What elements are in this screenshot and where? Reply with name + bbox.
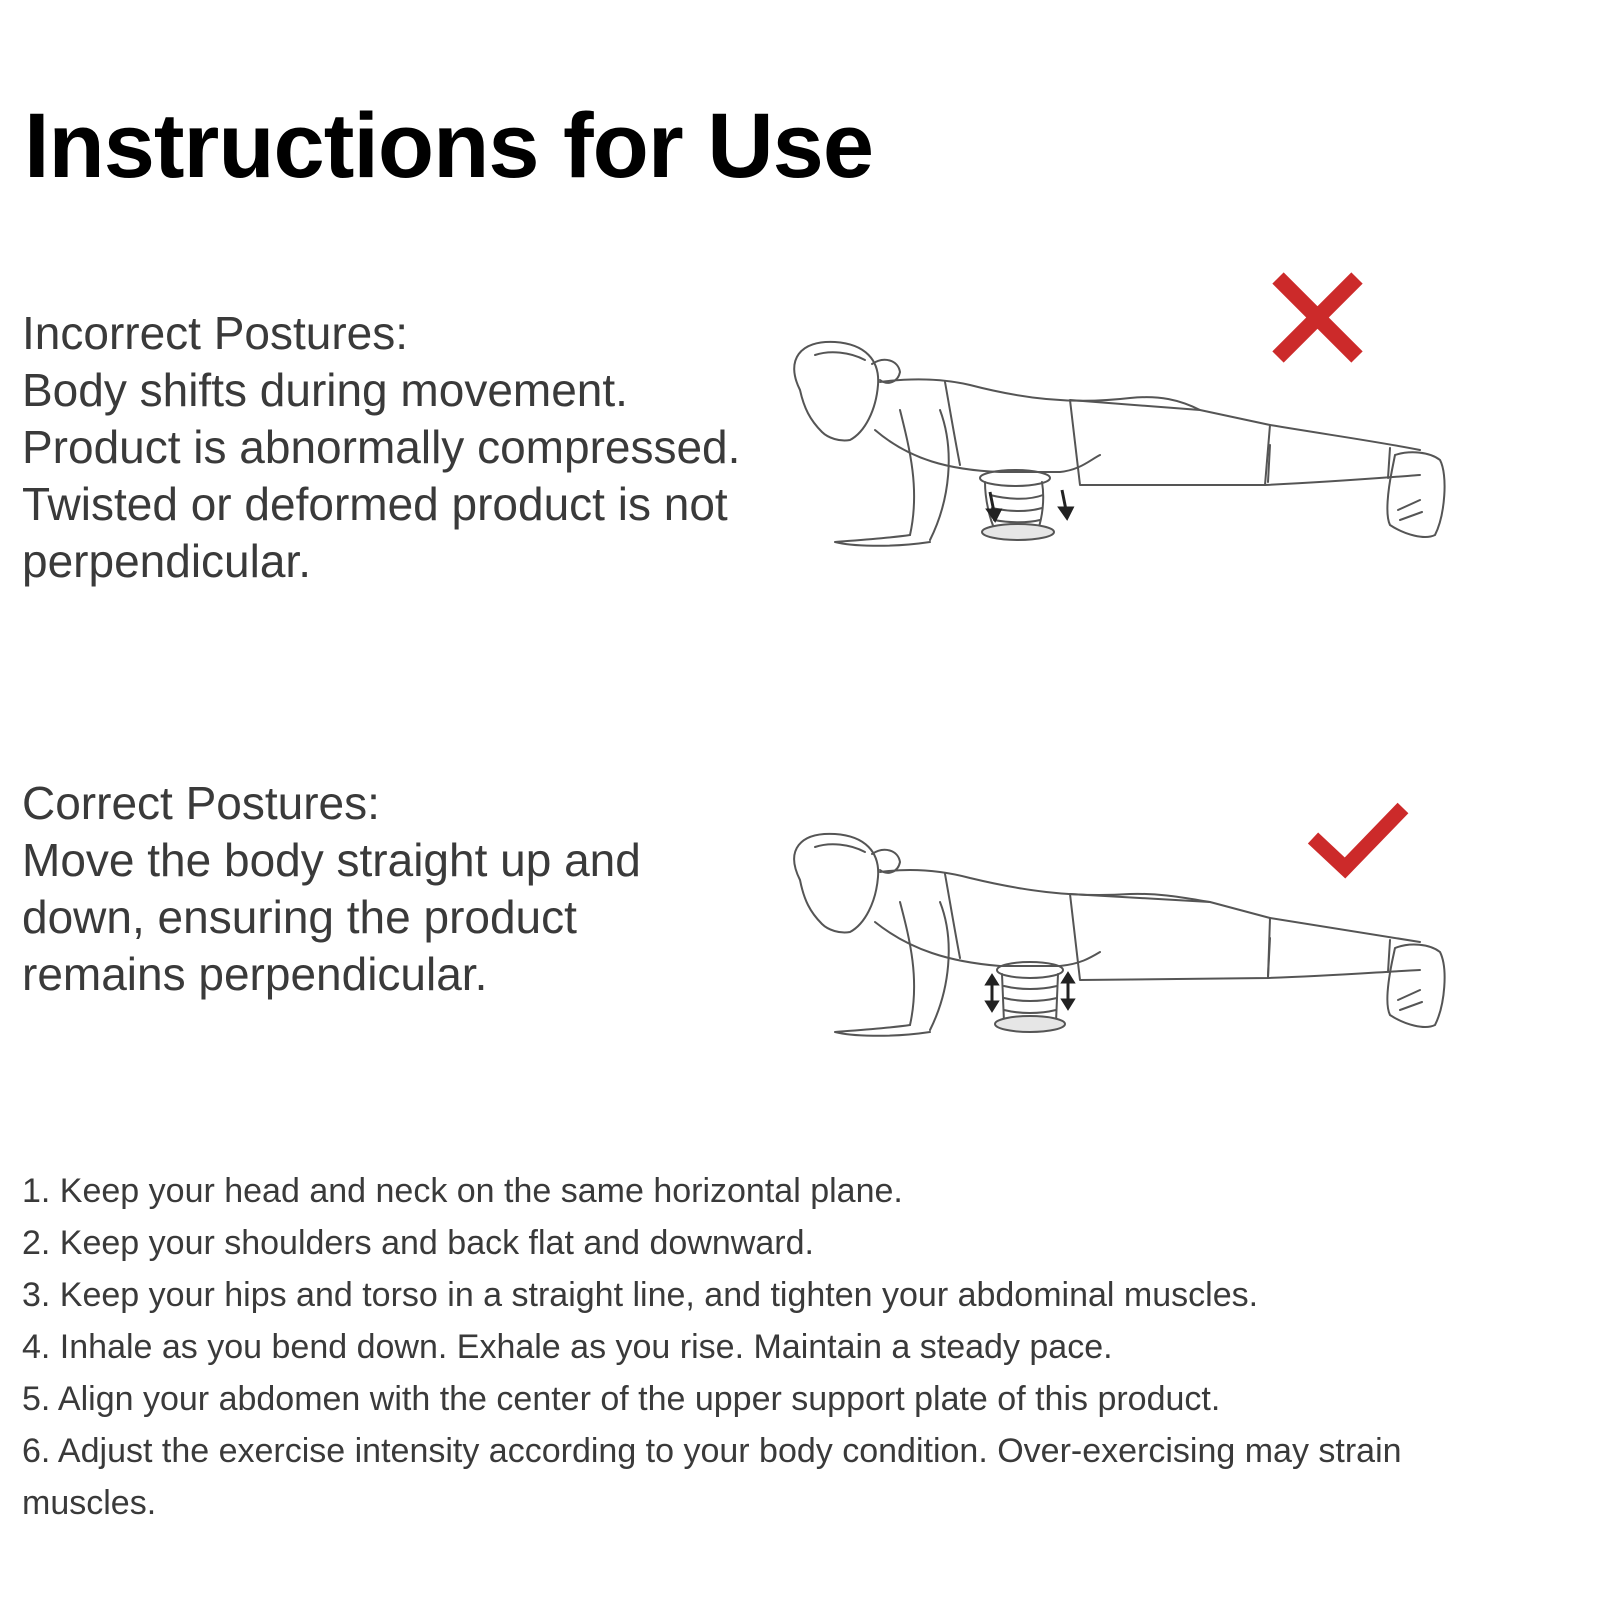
tip-item: 2. Keep your shoulders and back flat and downward. — [22, 1224, 814, 1262]
correct-line: remains perpendicular. — [22, 948, 488, 1000]
tip-item: 4. Inhale as you bend down. Exhale as you rise. Maintain a steady pace. — [22, 1328, 1113, 1366]
incorrect-line: Body shifts during movement. — [22, 364, 628, 416]
tip-item: 3. Keep your hips and torso in a straight line, and tighten your abdominal muscles. — [22, 1276, 1259, 1314]
correct-line: down, ensuring the product — [22, 891, 577, 943]
usage-tips-list — [22, 1165, 1577, 1529]
incorrect-line: perpendicular. — [22, 535, 311, 587]
tip-item: muscles. — [22, 1484, 157, 1522]
correct-postures-section — [22, 775, 802, 1003]
tip-item: 5. Align your abdomen with the center of the upper support plate of this product. — [22, 1380, 1221, 1418]
tip-item: 6. Adjust the exercise intensity according to your body condition. Over-exercising may strain — [22, 1432, 1402, 1470]
correct-postures-heading: Correct Postures: — [22, 777, 380, 829]
incorrect-line: Product is abnormally compressed. — [22, 421, 741, 473]
correct-pushup-illustration — [790, 790, 1510, 1090]
incorrect-postures-section — [22, 305, 802, 590]
incorrect-line: Twisted or deformed product is not — [22, 478, 728, 530]
correct-line: Move the body straight up and — [22, 834, 641, 886]
tip-item: 1. Keep your head and neck on the same horizontal plane. — [22, 1172, 903, 1210]
page-title: Instructions for Use — [24, 95, 874, 197]
incorrect-pushup-illustration — [780, 260, 1500, 570]
incorrect-postures-heading: Incorrect Postures: — [22, 307, 409, 359]
